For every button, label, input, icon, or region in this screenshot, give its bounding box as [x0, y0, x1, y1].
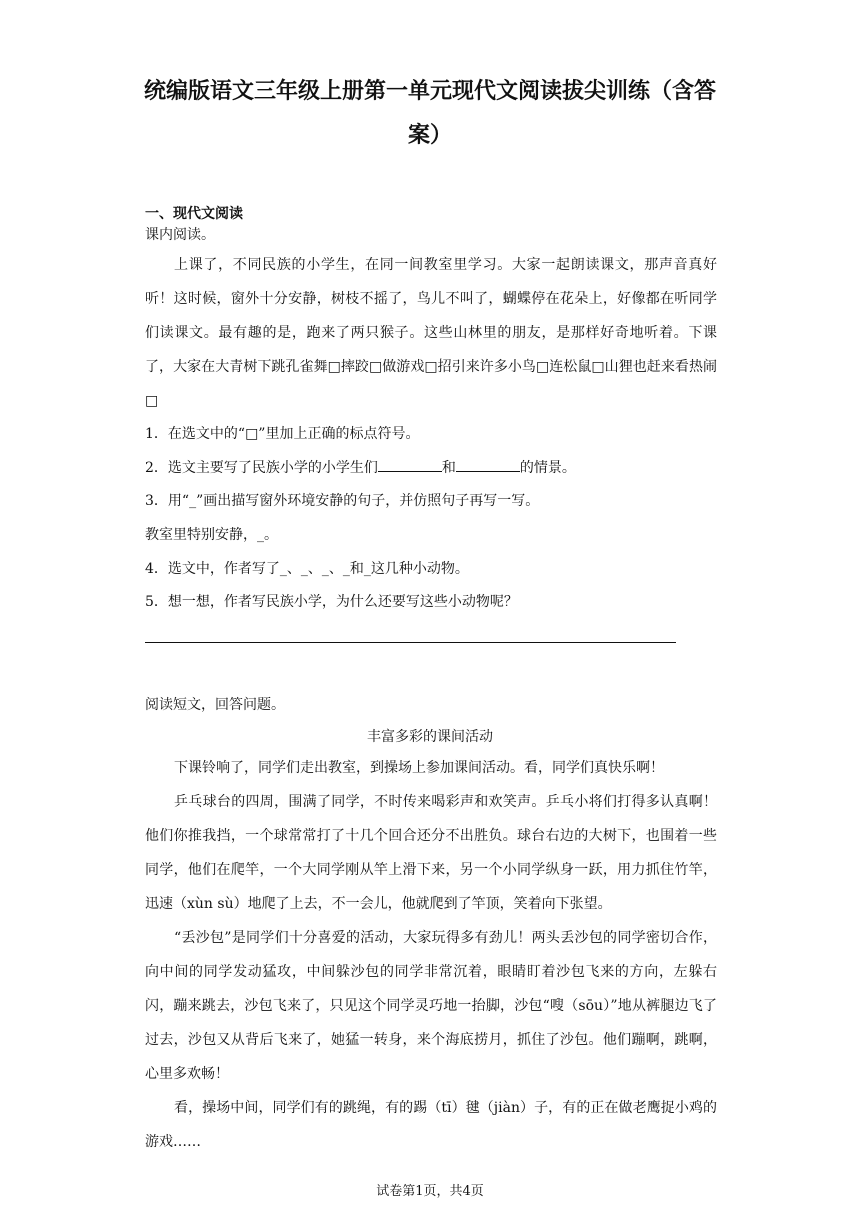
- question-1: 1．在选文中的“□”里加上正确的标点符号。: [145, 426, 420, 442]
- question-5: 5．想一想，作者写民族小学，为什么还要写这些小动物呢？: [145, 594, 518, 610]
- question-2-part-b: 和: [441, 460, 456, 476]
- title-line-2: 案）: [407, 123, 452, 148]
- page-footer: 试卷第1页，共4页: [376, 1184, 484, 1199]
- story-paragraph: “丢沙包”是同学们十分喜爱的活动，大家玩得多有劲儿！两头丢沙包的同学密切合作，向中间的同学发动猛攻，中间躲沙包的同学非常沉着，眼睛盯着沙包飞来的方向，左躲右闪，蹦来跳去，沙包飞来了，只见这个同学灵巧地一抬脚，沙包“嗖（sōu）”地从裤腿边飞了过去，沙包又从背后飞来了，她猛一转身，来个海底捞月，抓住了沙包。他们蹦啊，跳啊，心里多欢畅！: [145, 930, 717, 1082]
- question-2-part-a: 2．选文主要写了民族小学的小学生们: [145, 460, 378, 476]
- reading-passage: 上课了，不同民族的小学生，在同一间教室里学习。大家一起朗读课文，那声音真好听！这时候，窗外十分安静，树枝不摇了，鸟儿不叫了，蝴蝶停在花朵上，好像都在听同学们读课文。最有趣的是，跑来了两只猴子。这些山林里的朋友，是那样好奇地听着。下课了，大家在大青树下跳孔雀舞□摔跤□做游戏□招引来许多小鸟□连松鼠□山狸也赶来看热闹□: [145, 257, 717, 409]
- question-2-part-c: 的情景。: [519, 460, 576, 476]
- question-4: 4．选文中，作者写了_、_、_、_和_这几种小动物。: [145, 561, 469, 577]
- question-2: [145, 457, 576, 477]
- answer-blank[interactable]: [456, 458, 520, 472]
- story-paragraph: 看，操场中间，同学们有的跳绳，有的踢（tī）毽（jiàn）子，有的正在做老鹰捉小鸡的游戏……: [145, 1100, 717, 1150]
- question-3-line: 教室里特别安静，_。: [145, 527, 278, 543]
- story-paragraph: 下课铃响了，同学们走出教室，到操场上参加课间活动。看，同学们真快乐啊！: [174, 760, 664, 776]
- answer-line[interactable]: [145, 642, 676, 643]
- story-paragraph: 乒乓球台的四周，围满了同学，不时传来喝彩声和欢笑声。乒乓小将们打得多认真啊！他们你推我挡，一个球常常打了十几个回合还分不出胜负。球台右边的大树下，也围着一些同学，他们在爬竿，一个大同学刚从竿上滑下来，另一个小同学纵身一跃，用力抓住竹竿，迅速（xùn sù）地爬了上去，不一会儿，他就爬到了竿顶，笑着向下张望。: [145, 794, 717, 912]
- title-line-1: 统编版语文三年级上册第一单元现代文阅读拔尖训练（含答: [143, 79, 716, 104]
- answer-blank[interactable]: [378, 458, 442, 472]
- section-intro: 课内阅读。: [145, 227, 215, 243]
- section-heading: 一、现代文阅读: [145, 206, 243, 222]
- story-title: 丰富多彩的课间活动: [367, 729, 493, 745]
- section2-intro: 阅读短文，回答问题。: [145, 697, 285, 713]
- question-3: 3．用“_”画出描写窗外环境安静的句子，并仿照句子再写一写。: [145, 493, 540, 509]
- document-title: [0, 70, 860, 158]
